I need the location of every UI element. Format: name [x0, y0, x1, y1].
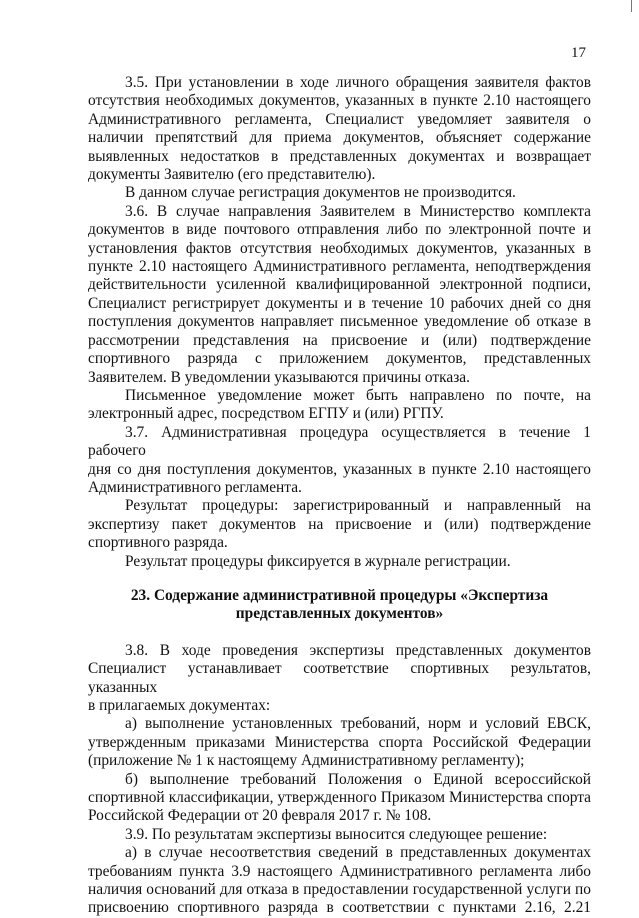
- paragraph-line: спортивного разряда.: [88, 534, 228, 552]
- paragraph-line: спортивной классификации, утвержденного Приказом Министерства спорта: [88, 789, 591, 807]
- paragraph-line: отсутствия необходимых документов, указанных в пункте 2.10 настоящего: [88, 92, 591, 110]
- paragraph-line: утвержденным приказами Министерства спорта Российской Федерации: [88, 733, 591, 751]
- page-number: 17: [571, 45, 586, 61]
- paragraph-line: Заявителем. В уведомлении указываются причины отказа.: [88, 368, 470, 386]
- section-heading: [88, 587, 591, 624]
- section-top: [88, 74, 591, 571]
- paragraph-line: 3.5. При установлении в ходе личного обращения заявителя фактов: [125, 74, 591, 91]
- paragraph-line: выявленных недостатков в представленных документах и возвращает: [88, 147, 591, 165]
- paragraph-line: а) выполнение установленных требований, норм и условий ЕВСК,: [125, 715, 591, 733]
- paragraph-line: Результат процедуры фиксируется в журнале регистрации.: [125, 552, 511, 570]
- paragraph-line: (приложение № 1 к настоящему Административному регламенту);: [88, 752, 525, 770]
- document-body: [88, 74, 591, 918]
- paragraph-line: Специалист регистрирует документы и в течение 10 рабочих дней со дня: [88, 294, 591, 312]
- paragraph-line: 3.6. В случае направления Заявителем в Министерство комплекта: [125, 202, 591, 220]
- paragraph-line: требованиям пункта 3.9 настоящего Административного регламента либо: [88, 862, 591, 880]
- paragraph-line: электронный адрес, посредством ЕГПУ и (или) РГПУ.: [88, 405, 444, 423]
- paragraph-line: Российской Федерации от 20 февраля 2017 г. № 108.: [88, 807, 432, 825]
- paragraph-line: дня со дня поступления документов, указанных в пункте 2.10 настоящего: [88, 460, 591, 478]
- paragraph-line: рассмотрении представления на присвоение и (или) подтверждение: [88, 331, 591, 349]
- paragraph-line: В данном случае регистрация документов не производится.: [125, 184, 516, 202]
- section-heading-line: представленных документов»: [235, 605, 444, 623]
- paragraph-line: 3.8. В ходе проведения экспертизы представленных документов: [125, 641, 591, 659]
- paragraph-line: 3.9. По результатам экспертизы выносится следующее решение:: [125, 825, 548, 843]
- paragraph-line: пункте 2.10 настоящего Административного регламента, неподтверждения: [88, 258, 591, 276]
- scan-edge-mark: [631, 0, 632, 12]
- paragraph-line: наличия оснований для отказа в предоставлении государственной услуги по: [88, 881, 591, 899]
- paragraph-line: 3.7. Административная процедура осуществляется в течение 1 рабочего: [88, 423, 591, 460]
- paragraph-line: установления фактов отсутствия необходимых документов, указанных в: [88, 239, 591, 257]
- paragraph-line: действительности усиленной квалифицированной электронной подписи,: [88, 276, 591, 294]
- paragraph-line: документов в виде почтового отправления либо по электронной почте и: [88, 221, 591, 239]
- paragraph-line: в прилагаемых документах:: [88, 697, 271, 714]
- paragraph-line: наличии препятствий для приема документов, объясняет содержание: [88, 129, 591, 147]
- paragraph-line: Специалист устанавливает соответствие спортивных результатов, указанных: [88, 660, 591, 696]
- section-heading-line: 23. Содержание административной процедуры «Экспертиза: [130, 586, 549, 604]
- section-bottom: [88, 642, 591, 918]
- paragraph-line: экспертизу пакет документов на присвоение и (или) подтверждение: [88, 515, 591, 533]
- paragraph-line: присвоению спортивного разряда в соответствии с пунктами 2.16, 2.21: [88, 899, 591, 917]
- paragraph-line: Административного регламента, Специалист уведомляет заявителя о: [88, 110, 591, 128]
- paragraph-line: б) выполнение требований Положения о Единой всероссийской: [125, 770, 591, 788]
- paragraph-line: поступления документов направляет письменное уведомление об отказе в: [88, 313, 591, 331]
- paragraph-line: документы Заявителю (его представителю).: [88, 166, 376, 184]
- paragraph-line: Административного регламента.: [88, 478, 302, 496]
- paragraph-line: Результат процедуры: зарегистрированный и направленный на: [125, 497, 591, 515]
- paragraph-line: Письменное уведомление может быть направлено по почте, на: [125, 386, 591, 404]
- paragraph-line: спортивного разряда с приложением документов, представленных: [88, 350, 591, 368]
- paragraph-line: а) в случае несоответствия сведений в представленных документах: [125, 844, 591, 862]
